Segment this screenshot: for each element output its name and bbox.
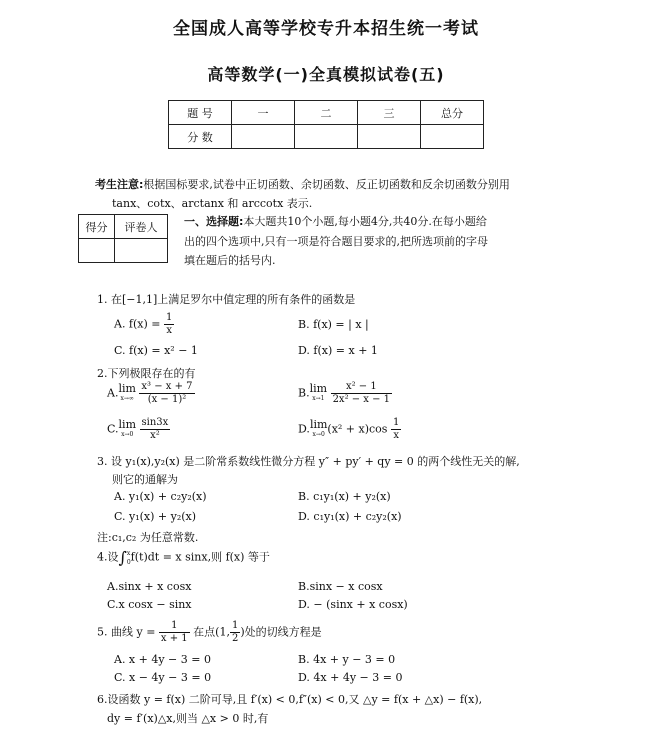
q5-prefix: 5. 曲线 y = [97,625,156,639]
grader-reviewer-header: 评卷人 [115,215,168,239]
section1-heading: 一、选择题: [184,215,244,228]
score-header-cell: 题 号 [169,101,232,125]
section1-line-2: 出的四个选项中,只有一项是符合题目要求的,把所选项前的字母 [184,235,488,248]
lim-text: lim [309,381,328,395]
q2-d-fraction [391,417,401,442]
section1-line-1 [184,213,487,229]
fraction-numerator: 1 [392,417,400,428]
q1-stem: 1. 在[−1,1]上满足罗尔中值定理的所有条件的函数是 [97,293,356,306]
q4-option-d: D. − (sinx + x cosx) [298,598,408,611]
grader-table-row [79,239,168,263]
integral-lower-limit: 0 [126,558,131,566]
lim-subscript: x→0 [312,430,325,438]
q3-stem-line-1: 3. 设 y₁(x),y₂(x) 是二阶常系数线性微分方程 y″ + py′ + qy = 0 的两个线性无关的解, [97,455,520,468]
q6-stem-line-2: dy = f′(x)△x,则当 △x > 0 时,有 [107,712,269,725]
limit-operator [118,417,136,440]
q5-fraction-1 [159,620,190,645]
q1-option-a [114,312,174,337]
fraction-denominator: x [166,325,173,336]
q5-option-d: D. 4x + 4y − 3 = 0 [298,671,403,684]
fraction-denominator: x + 1 [160,633,188,644]
paper-subtitle: 高等数学(一)全真模拟试卷(五) [207,65,445,84]
q2-option-b [298,381,392,406]
score-cell [232,125,295,149]
q3-stem-line-2: 则它的通解为 [112,473,178,486]
q5-suffix: )处的切线方程是 [240,625,322,639]
score-header-cell: 二 [295,101,358,125]
q2-d-label: D. [298,422,310,436]
fraction-numerator: sin3x [141,417,169,428]
q2-a-label: A. [107,386,119,400]
q2-stem: 2.下列极限存在的有 [97,367,196,380]
section1-text: 本大题共10个小题,每小题4分,共40分.在每小题给 [243,215,487,228]
q2-option-a [107,381,195,406]
grader-table-row [79,215,168,239]
score-cell [421,125,484,149]
q2-c-fraction [140,417,171,442]
fraction-denominator: 2 [231,633,239,644]
q1-a-fraction [164,312,174,337]
notice-line-1 [95,176,510,192]
score-cell [358,125,421,149]
q6-stem-line-1: 6.设函数 y = f(x) 二阶可导,且 f′(x) < 0,f″(x) < 0,又 △y = f(x + △x) − f(x), [97,693,483,706]
section1-line-3: 填在题后的括号内. [184,254,276,267]
q3-note: 注:c₁,c₂ 为任意常数. [97,531,199,544]
grader-reviewer-cell [115,239,168,263]
notice-label: 考生注意: [95,178,144,191]
score-table-row [169,125,484,149]
q3-option-b: B. c₁y₁(x) + y₂(x) [298,490,391,503]
q2-option-c [107,417,170,442]
grader-score-header: 得分 [79,215,115,239]
fraction-numerator: x² − 1 [331,381,393,394]
score-row-label: 分 数 [169,125,232,149]
integral-upper-limit: x [126,549,131,557]
q3-option-a: A. y₁(x) + c₂y₂(x) [114,490,207,503]
fraction-denominator: 2x² − x − 1 [332,394,391,405]
q2-b-label: B. [298,386,310,400]
q1-a-text: A. f(x) = [114,317,161,331]
q5-stem [97,620,322,645]
q2-a-fraction [139,381,194,406]
q4-prefix: 4.设 [97,550,119,564]
score-header-cell: 三 [358,101,421,125]
fraction-numerator: x³ − x + 7 [141,381,193,392]
score-header-cell: 总分 [421,101,484,125]
q5-fraction-2 [230,620,240,645]
lim-subscript: x→0 [121,430,134,438]
fraction-denominator: (x − 1)² [147,394,187,405]
fraction-numerator: 1 [231,620,239,631]
exam-title: 全国成人高等学校专升本招生统一考试 [173,19,479,39]
q4-option-c: C.x cosx − sinx [107,598,192,611]
fraction-numerator: 1 [159,620,190,633]
score-cell [295,125,358,149]
lim-text: lim [118,417,136,431]
q4-option-a: A.sinx + x cosx [107,580,192,593]
lim-text: lim [118,381,136,395]
score-table-row [169,101,484,125]
q4-text: f(t)dt = x sinx,则 f(x) 等于 [130,550,270,564]
lim-text: lim [309,417,328,431]
q5-mid: 在点(1, [193,625,230,639]
grader-score-cell [79,239,115,263]
q1-option-c: C. f(x) = x² − 1 [114,344,198,357]
q4-stem [97,548,270,567]
q1-option-b: B. f(x) = | x | [298,318,369,331]
limit-operator [118,381,136,404]
notice-line-2: tanx、cotx、arctanx 和 arccotx 表示. [112,197,313,210]
q2-b-fraction [331,381,393,406]
fraction-denominator: x [393,430,399,441]
q4-option-b: B.sinx − x cosx [298,580,383,593]
limit-operator [309,417,328,440]
score-table [168,100,484,149]
q3-option-d: D. c₁y₁(x) + c₂y₂(x) [298,510,402,523]
limit-operator [309,381,328,404]
lim-subscript: x→∞ [120,394,134,402]
integral-sign: ∫ [118,548,127,567]
fraction-denominator: x² [150,430,160,441]
score-header-cell: 一 [232,101,295,125]
fraction-numerator: 1 [166,312,173,323]
q3-option-c: C. y₁(x) + y₂(x) [114,510,197,523]
q1-option-d: D. f(x) = x + 1 [298,344,378,357]
q2-option-d [298,417,401,442]
q2-d-expr: (x² + x)cos [327,422,388,436]
q2-c-label: C. [107,422,119,436]
notice-text: 根据国标要求,试卷中正切函数、余切函数、反正切函数和反余切函数分别用 [143,178,510,191]
q5-option-b: B. 4x + y − 3 = 0 [298,653,396,666]
q5-option-a: A. x + 4y − 3 = 0 [114,653,211,666]
lim-subscript: x→1 [312,394,325,402]
q5-option-c: C. x − 4y − 3 = 0 [114,671,212,684]
grader-table [78,214,168,263]
